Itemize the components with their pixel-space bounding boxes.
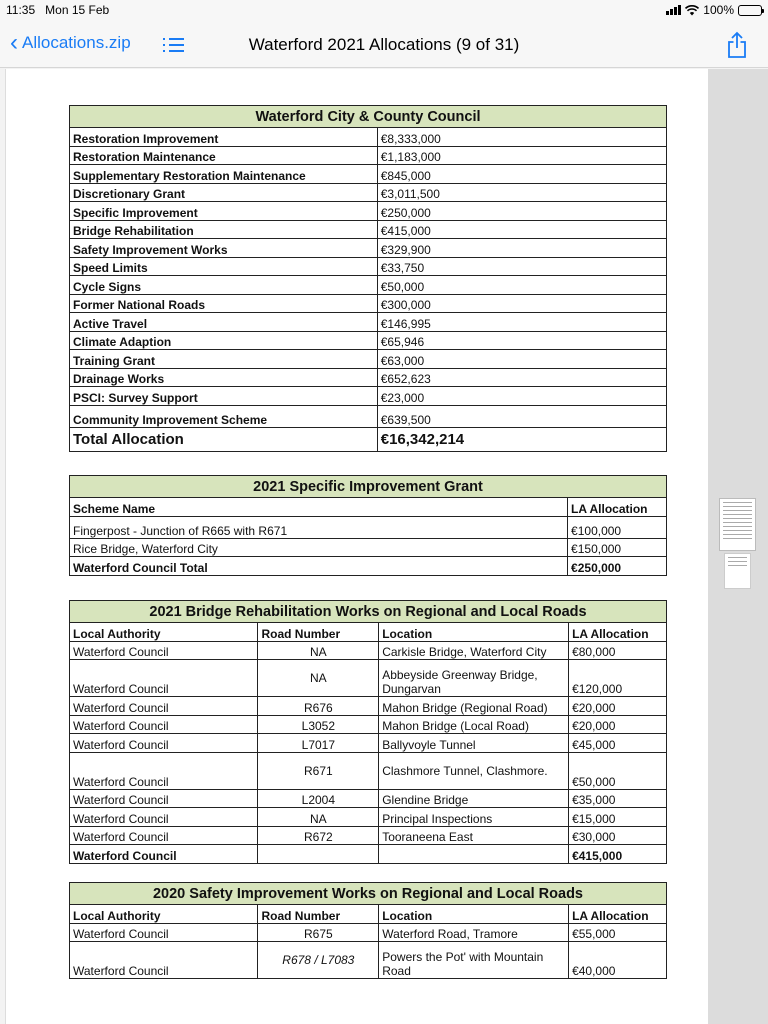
page-thumbnail-current[interactable] xyxy=(719,498,756,551)
status-bar xyxy=(0,0,768,22)
table-title: 2021 Specific Improvement Grant xyxy=(70,476,667,498)
table-row: Waterford Council R676 Mahon Bridge (Regional Road) €20,000 xyxy=(70,697,667,716)
share-icon[interactable] xyxy=(726,31,748,59)
table-row: Restoration Improvement €8,333,000 xyxy=(70,128,667,147)
battery-percent: 100% xyxy=(703,3,734,17)
cellular-signal-icon xyxy=(666,5,681,15)
table-row: Waterford Council L2004 Glendine Bridge €35,000 xyxy=(70,789,667,808)
table-row: Restoration Maintenance €1,183,000 xyxy=(70,146,667,165)
table-row: Discretionary Grant €3,011,500 xyxy=(70,183,667,202)
table-row: Supplementary Restoration Maintenance €845,000 xyxy=(70,165,667,184)
total-row: Waterford Council €415,000 xyxy=(70,845,667,864)
table-row: Waterford Council L7017 Ballyvoyle Tunnel €45,000 xyxy=(70,734,667,753)
table-row: Bridge Rehabilitation €415,000 xyxy=(70,220,667,239)
table-header-row: Scheme Name LA Allocation xyxy=(70,498,667,517)
total-row: Total Allocation €16,342,214 xyxy=(70,427,667,451)
specific-improvement-table xyxy=(69,475,667,576)
table-row: Fingerpost - Junction of R665 with R671 €100,000 xyxy=(70,516,667,538)
table-row: Waterford Council R671 Clashmore Tunnel, Clashmore. €50,000 xyxy=(70,752,667,789)
table-title: 2021 Bridge Rehabilitation Works on Regional and Local Roads xyxy=(70,601,667,623)
table-row: Rice Bridge, Waterford City €150,000 xyxy=(70,538,667,557)
table-row: Waterford Council R675 Waterford Road, Tramore €55,000 xyxy=(70,923,667,942)
status-time: 11:35 Mon 15 Feb xyxy=(6,3,110,17)
bridge-rehabilitation-table xyxy=(69,600,667,864)
page-thumbnail-next[interactable] xyxy=(724,553,751,589)
chevron-left-icon: ‹ xyxy=(10,29,18,56)
table-row: Speed Limits €33,750 xyxy=(70,257,667,276)
navigation-bar xyxy=(0,22,768,68)
table-row: Specific Improvement €250,000 xyxy=(70,202,667,221)
table-row: Climate Adaption €65,946 xyxy=(70,331,667,350)
table-title: Waterford City & County Council xyxy=(70,106,667,128)
table-header-row: Local Authority Road Number Location LA Allocation xyxy=(70,905,667,924)
status-indicators xyxy=(666,3,762,17)
wifi-icon xyxy=(685,5,699,16)
table-row: Waterford Council NA Principal Inspections €15,000 xyxy=(70,808,667,827)
table-row: Training Grant €63,000 xyxy=(70,350,667,369)
table-row: Waterford Council NA Carkisle Bridge, Waterford City €80,000 xyxy=(70,641,667,660)
table-row: Cycle Signs €50,000 xyxy=(70,276,667,295)
battery-icon xyxy=(738,5,762,16)
table-row: Drainage Works €652,623 xyxy=(70,368,667,387)
table-row: Waterford Council R672 Tooraneena East €30,000 xyxy=(70,826,667,845)
table-title: 2020 Safety Improvement Works on Regional and Local Roads xyxy=(70,883,667,905)
table-row: Community Improvement Scheme €639,500 xyxy=(70,405,667,427)
table-row: Waterford Council L3052 Mahon Bridge (Local Road) €20,000 xyxy=(70,715,667,734)
table-row: Former National Roads €300,000 xyxy=(70,294,667,313)
table-row: Waterford Council NA Abbeyside Greenway Bridge, Dungarvan €120,000 xyxy=(70,660,667,697)
table-row: Active Travel €146,995 xyxy=(70,313,667,332)
table-header-row: Local Authority Road Number Location LA Allocation xyxy=(70,623,667,642)
total-row: Waterford Council Total €250,000 xyxy=(70,557,667,576)
table-row: PSCI: Survey Support €23,000 xyxy=(70,387,667,406)
table-row: Waterford Council R678 / L7083 Powers the Pot' with Mountain Road €40,000 xyxy=(70,942,667,979)
document-title: Waterford 2021 Allocations (9 of 31) xyxy=(248,35,520,54)
safety-improvement-table xyxy=(69,882,667,979)
back-button-label: Allocations.zip xyxy=(22,33,131,52)
table-row: Safety Improvement Works €329,900 xyxy=(70,239,667,258)
council-allocation-table xyxy=(69,105,667,452)
